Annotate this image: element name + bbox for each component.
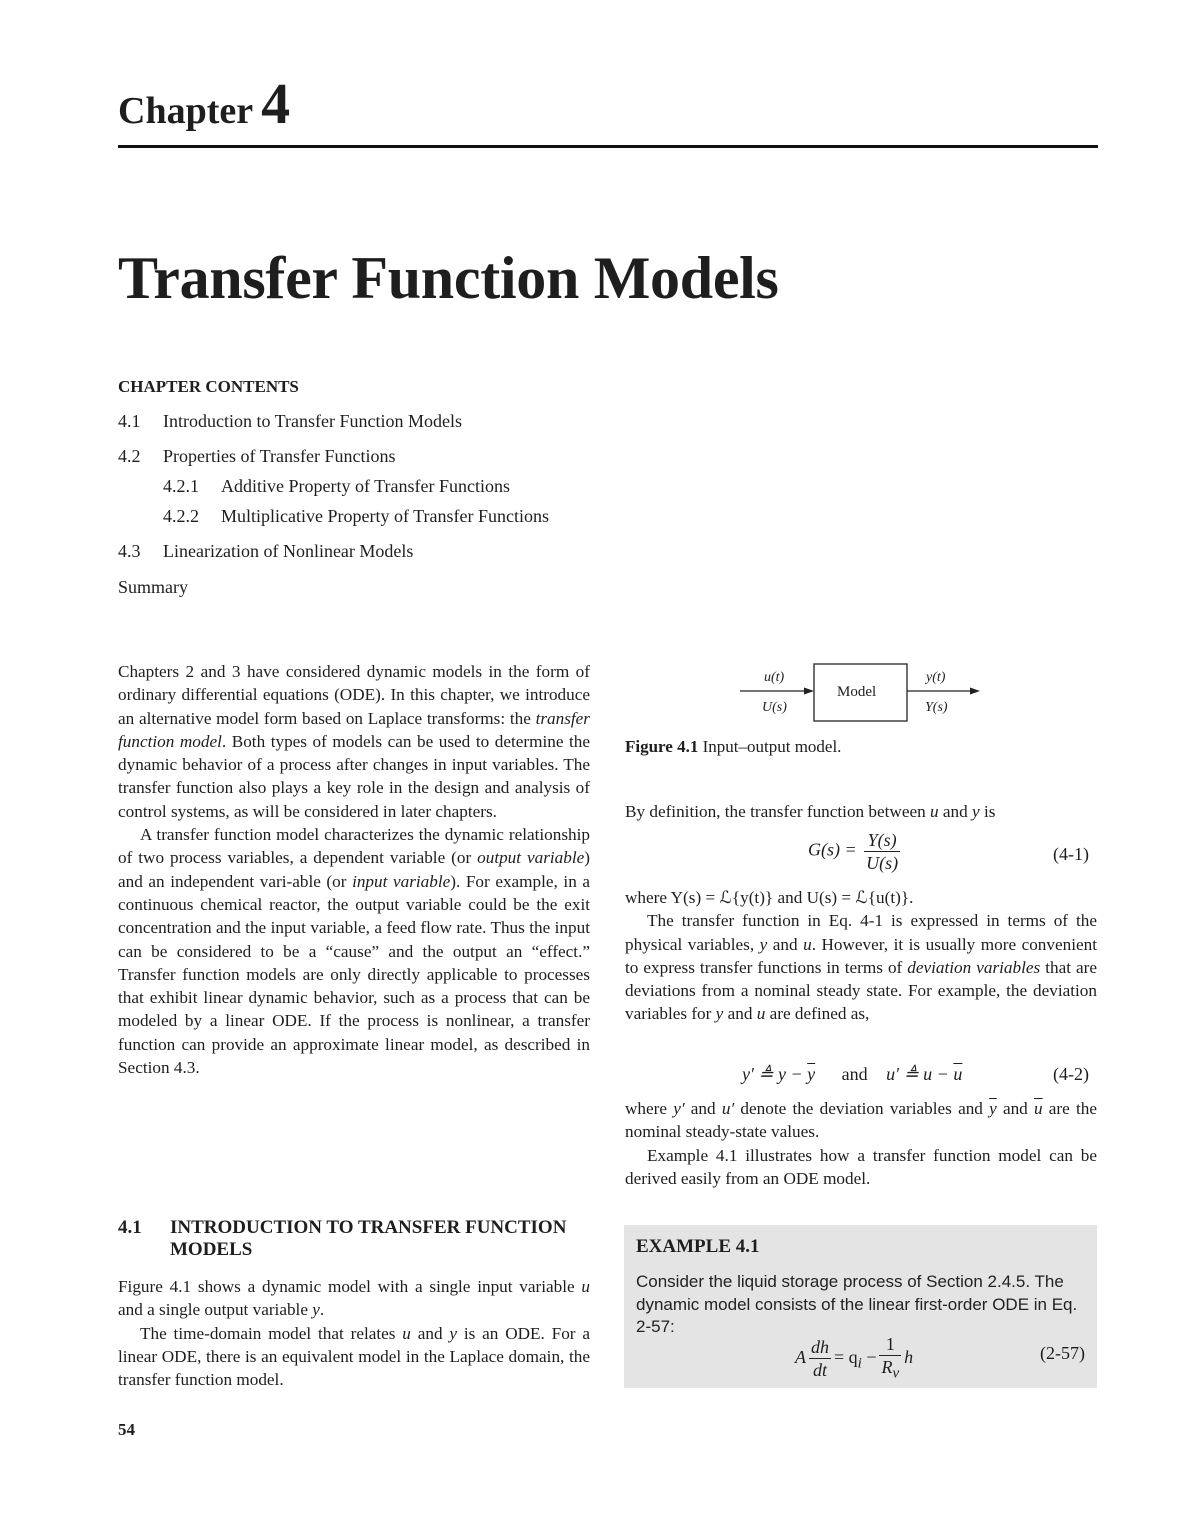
contents-heading: CHAPTER CONTENTS (118, 377, 299, 396)
input-time-label: u(t) (764, 670, 785, 685)
toc-item (118, 577, 188, 598)
math-var: y (759, 934, 768, 954)
text-run: Chapters 2 and 3 have considered dynamic models in the form of ordinary differential equations (ODE). In this chapter, we introduce an alternative model form based on Laplace transforms: the (118, 662, 590, 728)
fraction (879, 1333, 901, 1385)
text-run: are defined as, (765, 1004, 870, 1024)
text-run: are the nominal steady-state values. (625, 1099, 1097, 1142)
math-var: $\overline{y}$ (807, 1064, 816, 1084)
numerator: Y(s) (867, 830, 897, 850)
equation-tag: (2-57) (1040, 1343, 1085, 1363)
equation-connector: and (841, 1064, 868, 1084)
fraction (809, 1336, 831, 1381)
text-run: denote the deviation variables and (734, 1099, 990, 1118)
text-run: and (684, 1099, 722, 1118)
text-run: The time-domain model that relates (140, 1323, 403, 1343)
equation-tag: (4-1) (1053, 844, 1089, 864)
paragraph (625, 1097, 1097, 1144)
paragraph (625, 800, 1097, 823)
input-laplace-label: U(s) (762, 700, 787, 715)
math-var: u (756, 1004, 766, 1024)
math-var: u (930, 802, 939, 821)
emphasis: transfer function model (118, 708, 590, 751)
math-var: y (449, 1323, 458, 1343)
math-var: h (904, 1346, 914, 1367)
example-text: Consider the liquid storage process of Section 2.4.5. The dynamic model consists of the linear first-order ODE in Eq. 2-57: (636, 1272, 1078, 1336)
chapter-word: Chapter (118, 90, 254, 132)
output-arrow-head (970, 688, 980, 695)
math-var: A (795, 1346, 806, 1367)
output-laplace-label: Y(s) (925, 700, 948, 715)
fraction (864, 829, 900, 874)
emphasis: deviation variables (907, 957, 1041, 977)
equation-2-57 (795, 1333, 913, 1385)
math-var: y (312, 1300, 320, 1320)
math-var: u′ (721, 1099, 735, 1118)
toc-item-label: Summary (118, 577, 188, 597)
nominal-text (625, 1097, 1097, 1190)
text-run: and (767, 934, 804, 954)
paragraph (118, 823, 590, 1079)
math-var: $\overline{u}$ (1034, 1099, 1043, 1118)
text-run: The transfer function in Eq. 4-1 is expressed in terms of the physical variables, (625, 911, 1097, 954)
text-run: is (979, 802, 996, 821)
paragraph: where Y(s) = ℒ{y(t)} and U(s) = ℒ{u(t)}. (625, 888, 914, 907)
input-output-diagram (738, 662, 988, 728)
equation-part: = q (834, 1346, 858, 1367)
intro-text (118, 660, 590, 1079)
denominator (879, 1355, 901, 1385)
equation-tag: (4-2) (1053, 1064, 1089, 1084)
subscript: i (857, 1355, 862, 1372)
math-var: y′ (673, 1099, 685, 1118)
text-run: By definition, the transfer function between (625, 802, 930, 821)
section-text (118, 1275, 590, 1391)
chapter-number: 4 (261, 71, 291, 136)
text-run: and (723, 1004, 757, 1024)
emphasis: input variable (352, 871, 451, 891)
emphasis: output variable (477, 848, 585, 868)
equation-part: y′ ≜ y − (742, 1064, 808, 1084)
numerator: dh (811, 1337, 829, 1358)
toc-item (118, 446, 396, 467)
equation-part: u′ ≜ u − (886, 1064, 954, 1084)
figure-caption (625, 737, 841, 757)
text-run: and (938, 802, 973, 821)
toc-item-label: Additive Property of Transfer Functions (221, 476, 510, 496)
paragraph (118, 660, 590, 823)
example-title: EXAMPLE 4.1 (636, 1236, 760, 1257)
paragraph (118, 1275, 590, 1322)
math-var: u (402, 1323, 411, 1343)
text-run: A transfer function model characterizes the dynamic relationship of two process variables, a dependent variable (or (118, 825, 590, 868)
chapter-heading (118, 70, 290, 137)
toc-item-number: 4.2 (118, 446, 141, 466)
figure-caption-text: Input–output model. (702, 737, 842, 756)
text-run: and (410, 1323, 450, 1343)
toc-item (118, 541, 413, 562)
output-time-label: y(t) (926, 670, 946, 685)
text-run: . However, it is usually more convenient to express transfer functions in terms of (625, 934, 1097, 977)
math-var: R (881, 1357, 893, 1377)
toc-item-label: Multiplicative Property of Transfer Functions (221, 506, 549, 526)
math-var: $\overline{u}$ (953, 1064, 963, 1084)
numerator: 1 (885, 1334, 895, 1354)
math-var: y (715, 1004, 724, 1024)
text-run: where (625, 1099, 674, 1118)
text-run: and (996, 1099, 1034, 1118)
text-run: that are deviations from a nominal steady state. For example, the deviation variables for (625, 957, 1097, 1024)
deviation-text (625, 886, 1097, 1026)
equation-part: − (861, 1346, 877, 1367)
denominator: dt (809, 1358, 831, 1381)
text-run: ) and an independent vari-able (or (118, 848, 590, 891)
equation-4-2 (742, 1064, 962, 1085)
toc-item-label: Introduction to Transfer Function Models (163, 411, 462, 431)
figure-label: Figure 4.1 (625, 737, 699, 756)
toc-item-label: Linearization of Nonlinear Models (163, 541, 414, 561)
toc-item (163, 476, 510, 497)
math-var: $\overline{y}$ (989, 1099, 997, 1118)
paragraph: Example 4.1 illustrates how a transfer function model can be derived easily from an ODE model. (625, 1145, 1097, 1188)
toc-item-number: 4.3 (118, 541, 141, 561)
text-run: . Both types of models can be used to determine the dynamic behavior of a process after changes in input variables. The transfer function also plays a key role in the design and analysis of control systems, as will be considered in later chapters. (118, 731, 590, 821)
section-title: INTRODUCTION TO TRANSFER FUNCTION MODELS (170, 1217, 567, 1260)
page-number: 54 (118, 1420, 135, 1439)
toc-item-label: Properties of Transfer Functions (163, 446, 396, 466)
equation-4-1 (808, 829, 903, 874)
subscript: v (892, 1365, 900, 1382)
chapter-title: Transfer Function Models (118, 245, 779, 311)
text-run: ). For example, in a continuous chemical reactor, the output variable could be the exit concentration and the input variable, a feed flow rate. Thus the input can be considered to be a “cause” and the output an “effect.” Transfer function models are only directly applicable to processes that exhibit linear dynamic behavior, such as a process that can be modeled by a linear ODE. If the process is nonlinear, a transfer function can provide an approximate linear model, as described in Section 4.3. (118, 871, 590, 1078)
toc-item-number: 4.2.2 (163, 506, 199, 526)
model-block-label: Model (837, 684, 877, 700)
denominator: U(s) (866, 853, 899, 873)
input-arrow-head (804, 688, 814, 695)
text-run: . (319, 1300, 325, 1320)
math-var: u (581, 1277, 590, 1296)
section-number: 4.1 (118, 1217, 142, 1238)
text-run: and a single output variable (118, 1300, 313, 1320)
chapter-rule (118, 145, 1098, 148)
paragraph (118, 1322, 590, 1392)
toc-item (118, 411, 462, 432)
paragraph (625, 909, 1097, 1025)
section-heading (118, 1217, 590, 1261)
definition-text (625, 800, 1097, 823)
toc-item-number: 4.1 (118, 411, 141, 431)
math-var: y (972, 802, 980, 821)
text-run: Figure 4.1 shows a dynamic model with a single input variable (118, 1277, 582, 1296)
toc-item (163, 506, 549, 527)
equation-lhs: G(s) = (808, 839, 857, 860)
math-var: u (803, 934, 812, 954)
text-run: is an ODE. For a linear ODE, there is an equivalent model in the Laplace domain, the transfer function model. (118, 1323, 590, 1390)
toc-item-number: 4.2.1 (163, 476, 199, 496)
